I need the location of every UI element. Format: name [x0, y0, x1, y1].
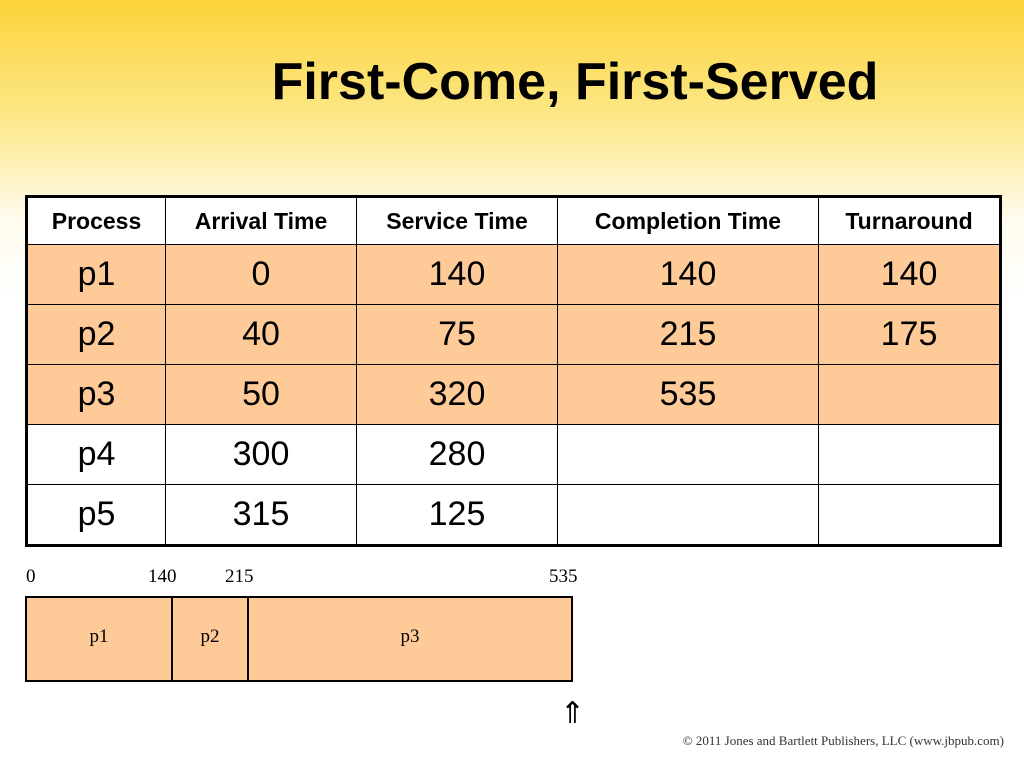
gantt-segment-p2: p2: [173, 598, 249, 680]
table-row: [27, 245, 1001, 305]
table-cell: 140: [558, 245, 819, 305]
copyright-notice: © 2011 Jones and Bartlett Publishers, LLC (www.jbpub.com): [682, 733, 1004, 748]
process-table: [25, 195, 1002, 547]
table-cell: 140: [357, 245, 558, 305]
table-cell: [558, 425, 819, 485]
table-cell: 125: [357, 485, 558, 546]
header-service-time: Service Time: [357, 197, 558, 245]
table-cell: p3: [27, 365, 166, 425]
table-cell: 75: [357, 305, 558, 365]
table-cell: 0: [166, 245, 357, 305]
gantt-time-axis: [0, 566, 1024, 588]
header-completion-time: Completion Time: [558, 197, 819, 245]
table-cell: p4: [27, 425, 166, 485]
table-cell: p5: [27, 485, 166, 546]
table-cell: [819, 365, 1001, 425]
table-cell: p1: [27, 245, 166, 305]
table-cell: p2: [27, 305, 166, 365]
header-arrival-time: Arrival Time: [166, 197, 357, 245]
table-row: [27, 305, 1001, 365]
header-process: Process: [27, 197, 166, 245]
table-row: [27, 485, 1001, 546]
gantt-tick-label: 215: [225, 566, 254, 587]
table-cell: [819, 485, 1001, 546]
table-cell: [558, 485, 819, 546]
table-cell: 320: [357, 365, 558, 425]
gantt-tick-label: 535: [549, 566, 578, 587]
table-cell: 535: [558, 365, 819, 425]
table-cell: 175: [819, 305, 1001, 365]
gantt-tick-label: 140: [148, 566, 177, 587]
table-cell: 300: [166, 425, 357, 485]
table-cell: 140: [819, 245, 1001, 305]
table-cell: 215: [558, 305, 819, 365]
table-cell: [819, 425, 1001, 485]
slide-title: First-Come, First-Served: [271, 53, 879, 111]
table-row: [27, 365, 1001, 425]
up-arrow-icon: ⇑: [560, 696, 586, 731]
table-cell: 315: [166, 485, 357, 546]
gantt-chart: [25, 596, 573, 682]
table-cell: 50: [166, 365, 357, 425]
table-header-row: [27, 197, 1001, 245]
gantt-segment-p1: p1: [27, 598, 173, 680]
gantt-segment-p3: p3: [249, 598, 571, 680]
table-cell: 40: [166, 305, 357, 365]
gantt-tick-label: 0: [26, 566, 36, 587]
header-turnaround: Turnaround: [819, 197, 1001, 245]
table-row: [27, 425, 1001, 485]
table-cell: 280: [357, 425, 558, 485]
